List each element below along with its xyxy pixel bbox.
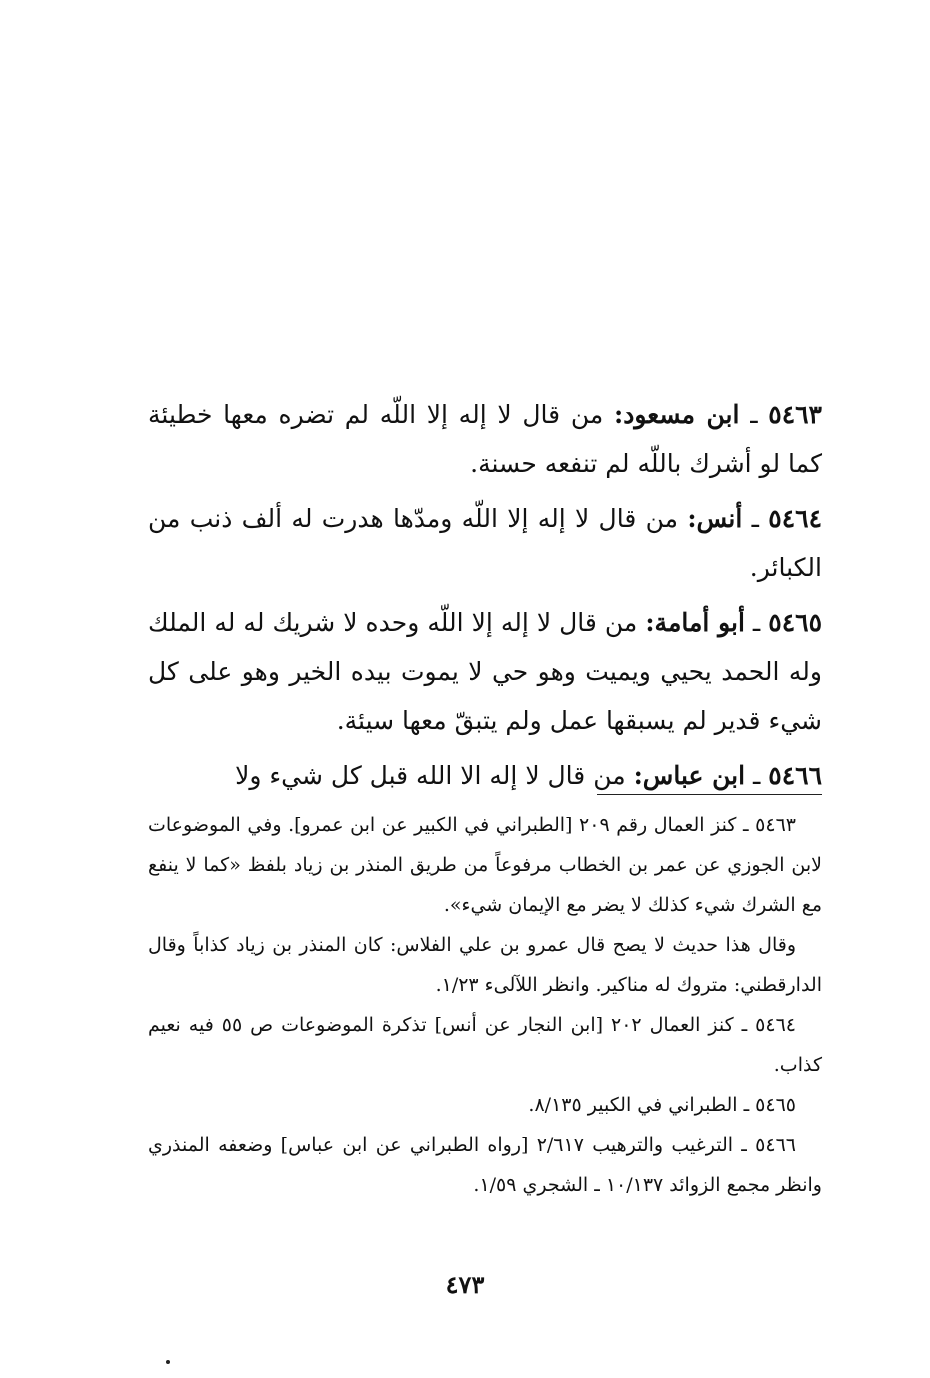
stray-dot-mark — [166, 1360, 170, 1364]
footnote-5465: ٥٤٦٥ ـ الطبراني في الكبير ٨/١٣٥. — [528, 1094, 796, 1116]
hadith-entry-5464 — [148, 494, 822, 592]
footnote-5463: ٥٤٦٣ ـ كنز العمال رقم ٢٠٩ [الطبراني في الكبير عن ابن عمرو]. وفي الموضوعات لابن الجوزي عن عمر بن الخطاب مرفوعاً من طريق المنذر بن زياد بلفظ «كما لا ينفع مع الشرك شيء كذلك لا يضر مع الإيمان شيء». — [148, 814, 822, 916]
footnotes — [148, 805, 822, 1205]
entry-number: ٥٤٦٦ — [768, 761, 822, 790]
footnote-5466: ٥٤٦٦ ـ الترغيب والترهيب ٢/٦١٧ [رواه الطبراني عن ابن عباس] وضعفه المنذري وانظر مجمع الزوائد ١٠/١٣٧ ـ الشجري ١/٥٩. — [148, 1134, 822, 1196]
entry-dash: ـ — [751, 504, 759, 533]
entry-source: ابن عباس: — [633, 761, 746, 790]
entry-number: ٥٤٦٤ — [768, 504, 822, 533]
entry-dash: ـ — [753, 761, 761, 790]
entry-text: من قال لا إله إلا اللّه وحده لا شريك له له الملك وله الحمد يحيي ويميت وهو حي لا يموت بيده الخير وهو على كل شيء قدير لم يسبقها عمل ولم يتبقّ معها سيئة. — [148, 608, 822, 735]
entry-number: ٥٤٦٥ — [768, 608, 822, 637]
footnote-5463-continued: وقال هذا حديث لا يصح قال عمرو بن علي الفلاس: كان المنذر بن زياد كذاباً وقال الدارقطني: متروك له مناكير. وانظر اللآلىء ١/٢٣. — [148, 934, 822, 996]
hadith-entry-5465 — [148, 598, 822, 745]
entry-source: أبو أمامة: — [645, 608, 745, 637]
hadith-entry-5466 — [148, 751, 822, 800]
entry-number: ٥٤٦٣ — [768, 400, 822, 429]
entry-text: من قال لا إله إلا اللّه لم تضره معها خطيئة كما لو أشرك باللّه لم تنفعه حسنة. — [148, 400, 822, 478]
main-text — [148, 390, 822, 806]
entry-text: من قال لا إله إلا اللّه ومدّها هدرت له ألف ذنب من الكبائر. — [148, 504, 822, 582]
entry-text: من قال لا إله الا الله قبل كل شيء ولا — [235, 761, 626, 790]
entry-source: أنس: — [687, 504, 743, 533]
page-number: ٤٧٣ — [445, 1270, 485, 1299]
footnote-separator — [597, 794, 822, 795]
entry-dash: ـ — [752, 608, 761, 637]
hadith-entry-5463 — [148, 390, 822, 488]
footnote-5464: ٥٤٦٤ ـ كنز العمال ٢٠٢ [ابن النجار عن أنس] تذكرة الموضوعات ص ٥٥ فيه نعيم كذاب. — [148, 1014, 822, 1076]
entry-source: ابن مسعود: — [614, 400, 740, 429]
entry-dash: ـ — [750, 400, 758, 429]
